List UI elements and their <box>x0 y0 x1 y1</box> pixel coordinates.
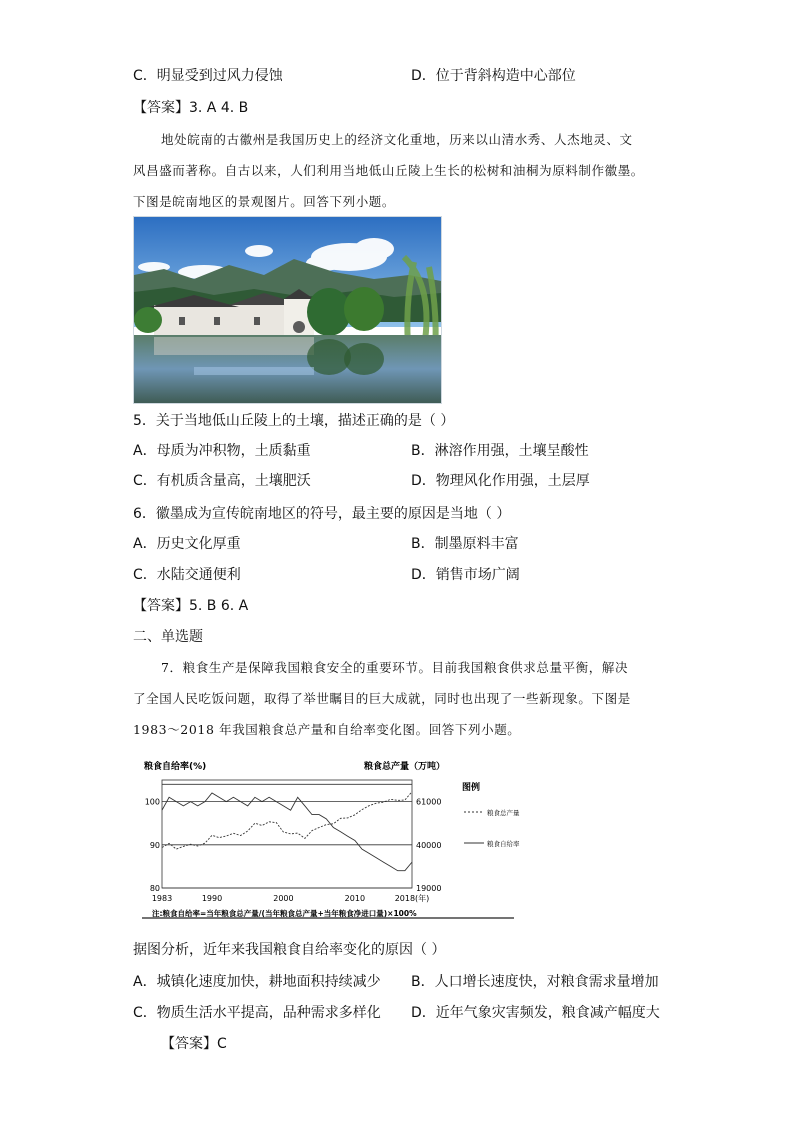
q4-option-d: D．位于背斜构造中心部位 <box>411 68 576 84</box>
q6-option-c: C．水陆交通便利 <box>133 567 241 583</box>
q7-option-b: B．人口增长速度快，对粮食需求量增加 <box>411 974 659 990</box>
y-right-label: 粮食总产量（万吨） <box>364 762 446 772</box>
q5-option-d: D．物理风化作用强，土层厚 <box>411 473 590 489</box>
q7-option-d: D．近年气象灾害频发，粮食减产幅度大 <box>411 1005 660 1021</box>
grain-chart-svg <box>142 758 520 924</box>
passage-line-3: 下图是皖南地区的景观图片。回答下列小题。 <box>133 194 396 209</box>
y-left-tick: 80 <box>149 884 160 893</box>
passage-line-2: 风昌盛而著称。自古以来，人们利用当地低山丘陵上生长的松树和油桐为原料制作徽墨。 <box>133 163 644 178</box>
y-right-tick: 19000 <box>416 884 442 893</box>
q6-option-b: B．制墨原料丰富 <box>411 536 519 552</box>
x-tick: 1983 <box>151 894 173 903</box>
q6-stem: 6．徽墨成为宣传皖南地区的符号，最主要的原因是当地（ ） <box>133 506 511 522</box>
q5-stem: 5．关于当地低山丘陵上的土壤，描述正确的是（ ） <box>133 413 455 429</box>
landscape-illustration <box>134 217 441 403</box>
answer-7: 【答案】C <box>161 1036 227 1052</box>
legend-label-selfsufficiency: 粮食自给率 <box>487 840 520 848</box>
x-tick: 2018(年) <box>394 894 430 903</box>
series-line-production <box>162 792 412 849</box>
x-tick: 1990 <box>201 894 223 903</box>
passage7-line-1: 7．粮食生产是保障我国粮食安全的重要环节。目前我国粮食供求总量平衡，解决 <box>161 660 629 675</box>
q7-option-c: C．物质生活水平提高，品种需求多样化 <box>133 1005 381 1021</box>
plot-frame <box>162 780 412 888</box>
grain-chart <box>142 758 520 924</box>
passage7-line-3: 1983～2018 年我国粮食总产量和自给率变化图。回答下列小题。 <box>133 722 521 737</box>
q5-option-b: B．淋溶作用强，土壤呈酸性 <box>411 443 589 459</box>
x-tick: 2010 <box>344 894 366 903</box>
series-line-selfsufficiency <box>162 793 412 871</box>
chart-note: 注:粮食自给率=当年粮食总产量/(当年粮食总产量+当年粮食净进口量)×100% <box>152 909 417 918</box>
q6-option-d: D．销售市场广阔 <box>411 567 520 583</box>
q7-stem: 据图分析，近年来我国粮食自给率变化的原因（ ） <box>133 942 446 958</box>
q6-option-a: A．历史文化厚重 <box>133 536 241 552</box>
y-left-tick: 100 <box>144 797 160 807</box>
landscape-photo <box>133 216 442 404</box>
legend-label-production: 粮食总产量 <box>487 809 520 817</box>
section-heading: 二、单选题 <box>133 629 203 645</box>
y-left-label: 粮食自给率(%) <box>144 762 207 772</box>
y-left-tick: 90 <box>149 840 160 850</box>
answer-3-4: 【答案】3. A 4. B <box>133 100 249 116</box>
passage-line-1: 地处皖南的古徽州是我国历史上的经济文化重地，历来以山清水秀、人杰地灵、文 <box>161 132 633 147</box>
answer-5-6: 【答案】5. B 6. A <box>133 598 249 614</box>
x-tick: 2000 <box>273 894 294 903</box>
q7-option-a: A．城镇化速度加快，耕地面积持续减少 <box>133 974 381 990</box>
q5-option-c: C．有机质含量高，土壤肥沃 <box>133 473 311 489</box>
y-right-tick: 61000 <box>416 797 442 807</box>
legend-title: 图例 <box>462 783 481 793</box>
q4-option-c: C．明显受到过风力侵蚀 <box>133 68 283 84</box>
q5-option-a: A．母质为冲积物，土质黏重 <box>133 443 311 459</box>
passage7-line-2: 了全国人民吃饭问题，取得了举世瞩目的巨大成就，同时也出现了一些新现象。下图是 <box>133 691 631 706</box>
y-right-tick: 40000 <box>416 840 442 850</box>
